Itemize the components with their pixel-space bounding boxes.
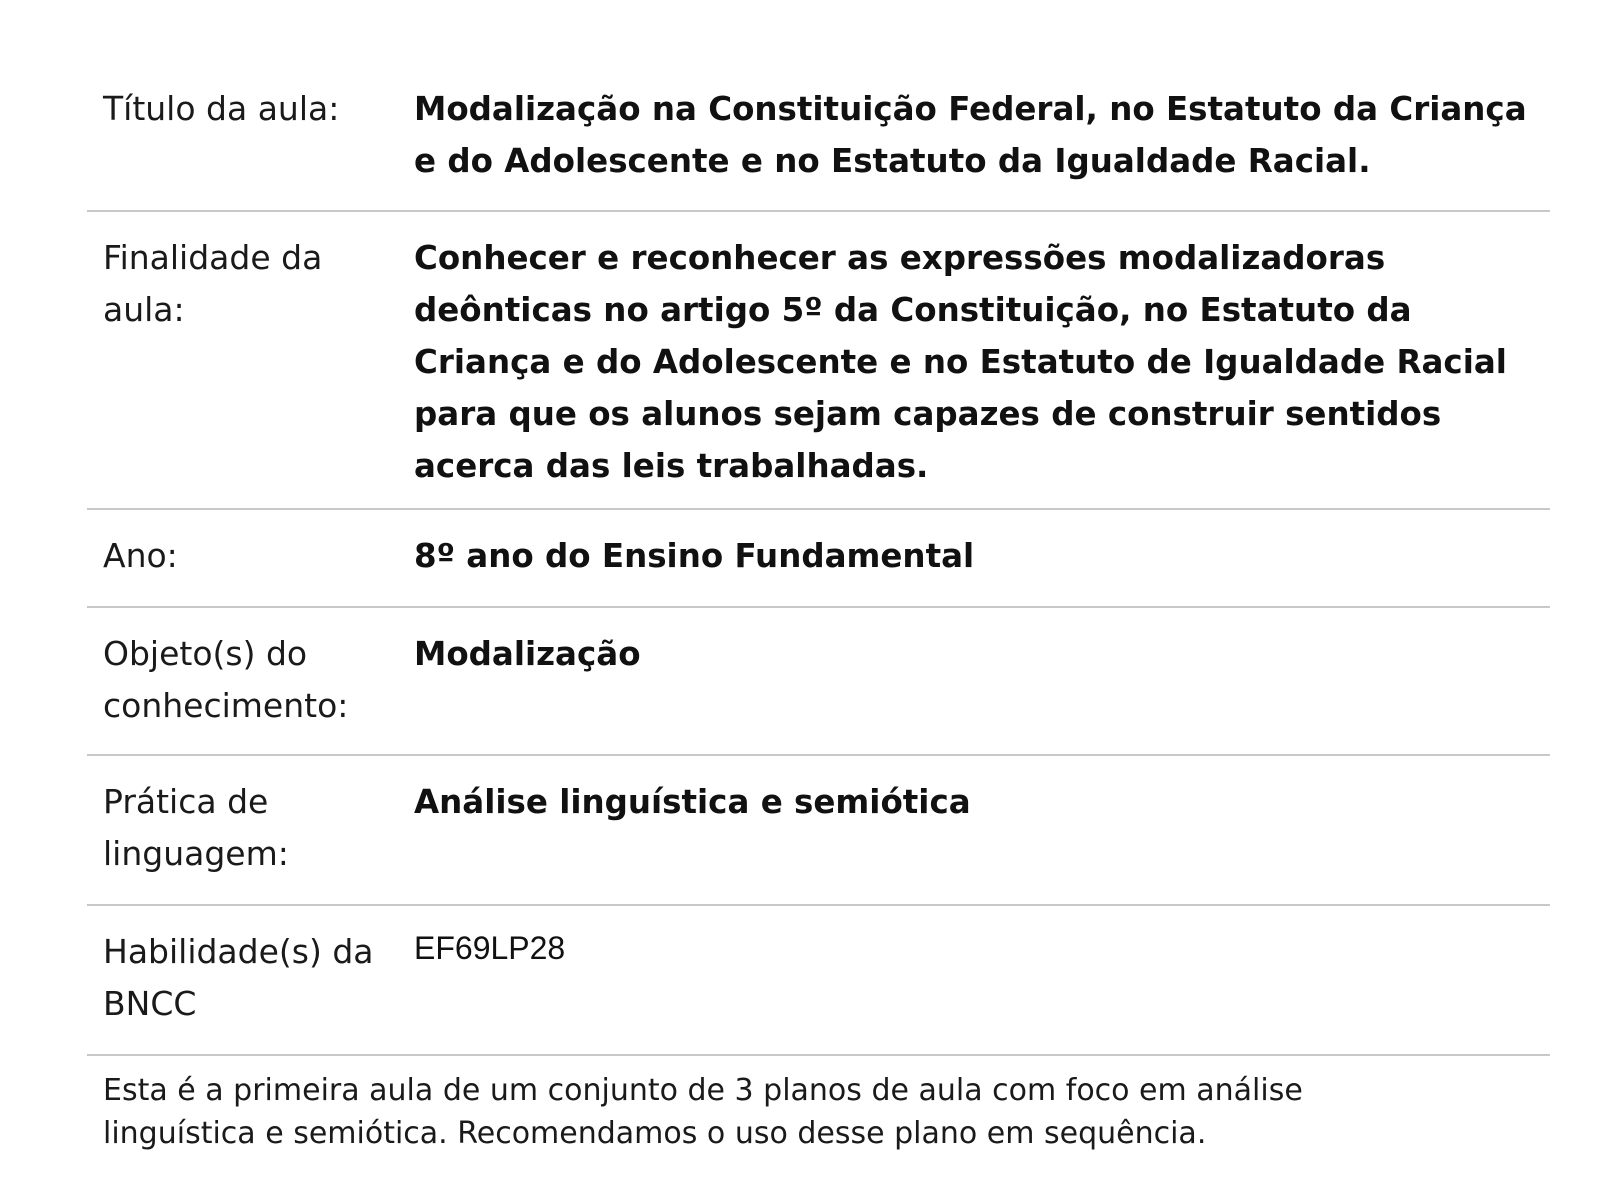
bncc-skills-label: Habilidade(s) da BNCC [103, 932, 374, 1023]
row-language-practice [87, 756, 1550, 906]
language-practice-label: Prática de linguagem: [103, 782, 289, 873]
row-lesson-title [87, 60, 1550, 212]
lesson-title-value: Modalização na Constituição Federal, no Estatuto da Criança e do Adolescente e no Estatuto da Igualdade Racial. [414, 90, 1527, 180]
lesson-purpose-label: Finalidade da aula: [103, 238, 323, 329]
knowledge-objects-label: Objeto(s) do conhecimento: [103, 634, 349, 725]
knowledge-objects-value: Modalização [414, 635, 641, 673]
school-year-value: 8º ano do Ensino Fundamental [414, 537, 975, 575]
lesson-title-label: Título da aula: [103, 89, 340, 128]
sequence-note: Esta é a primeira aula de um conjunto de 3 planos de aula com foco em análise linguística e semiótica. Recomendamos o uso desse plano em sequência. [103, 1073, 1303, 1151]
row-bncc-skills [87, 906, 1550, 1056]
school-year-label: Ano: [103, 536, 178, 575]
row-lesson-purpose [87, 212, 1550, 510]
lesson-plan-table [87, 60, 1550, 1155]
lesson-purpose-value: Conhecer e reconhecer as expressões modalizadoras deônticas no artigo 5º da Constituição, no Estatuto da Criança e do Adolescente e no Estatuto de Igualdade Racial para que os alunos sejam capazes de construir sentidos acerca das leis trabalhadas. [414, 239, 1507, 485]
row-school-year [87, 510, 1550, 608]
bncc-skills-value: EF69LP28 [414, 930, 566, 966]
language-practice-value: Análise linguística e semiótica [414, 783, 971, 821]
row-knowledge-objects [87, 608, 1550, 756]
